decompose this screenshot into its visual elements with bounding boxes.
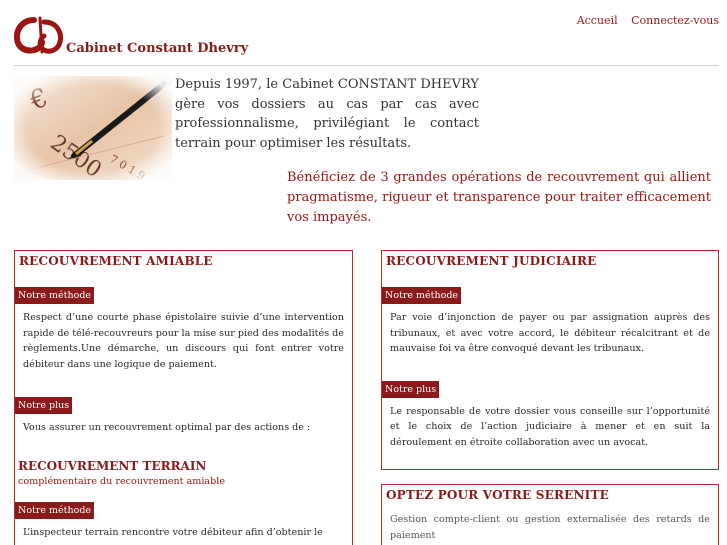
judiciaire-panel: [381, 250, 719, 470]
serenite-text: Gestion compte-client ou gestion externalisée des retards de paiement: [390, 514, 710, 541]
terrain-method-tag: Notre méthode: [15, 502, 94, 519]
judiciaire-method-text: Par voie d’injonction de payer ou par assignation auprès des tribunaux, et avec votre accord, le débiteur récalcitrant et de mauvaise foi va être convoqué devant les tribunaux.: [390, 312, 710, 354]
nav-accueil-link[interactable]: Accueil: [576, 14, 618, 27]
terrain-method-text: L’inspecteur terrain rencontre votre débiteur afin d’obtenir le: [23, 526, 323, 538]
amiable-method-text: Respect d’une courte phase épistolaire suivie d’une intervention rapide de télé-recouvreurs pour la mise sur pied des modalités de règlements.Une démarche, un discours qui font entrer votre débiteur dans une logique de paiement.: [23, 312, 344, 370]
logo-icon: [14, 14, 64, 56]
brand-name: Cabinet Constant Dhevry: [66, 41, 249, 56]
lead-paragraph: Bénéficiez de 3 grandes opérations de recouvrement qui allient pragmatisme, rigueur et transparence pour traiter efficacement vos impayés.: [287, 170, 711, 225]
hero-photo: [14, 76, 172, 180]
header-divider: [14, 65, 719, 66]
judiciaire-plus-text: Le responsable de votre dossier vous conseille sur l’opportunité et le choix de l’action judiciaire à mener et en suit la déroulement en étroite collaboration avec un avocat.: [390, 405, 710, 448]
top-nav: [567, 14, 719, 27]
terrain-subtitle: complémentaire du recouvrement amiable: [18, 475, 226, 487]
amiable-plus-text: Vous assurer un recouvrement optimal par des actions de :: [23, 422, 311, 433]
intro-paragraph: Depuis 1997, le Cabinet CONSTANT DHEVRY gère vos dossiers au cas par cas avec professionnalisme, privilégiant le contact terrain pour optimiser les résultats.: [175, 77, 479, 151]
judiciaire-plus-tag: Notre plus: [382, 381, 439, 398]
amiable-method-tag: Notre méthode: [15, 287, 94, 304]
nav-connectez-vous-link[interactable]: Connectez-vous: [631, 14, 719, 27]
amiable-panel: [14, 250, 353, 545]
judiciaire-method-tag: Notre méthode: [382, 287, 461, 304]
terrain-title: RECOUVREMENT TERRAIN: [18, 458, 207, 473]
serenite-title: OPTEZ POUR VOTRE SERENITE: [386, 488, 609, 502]
judiciaire-title: RECOUVREMENT JUDICIAIRE: [386, 254, 597, 268]
amiable-title: RECOUVREMENT AMIABLE: [19, 254, 213, 268]
amiable-plus-tag: Notre plus: [15, 397, 72, 414]
serenite-panel: [381, 484, 719, 545]
